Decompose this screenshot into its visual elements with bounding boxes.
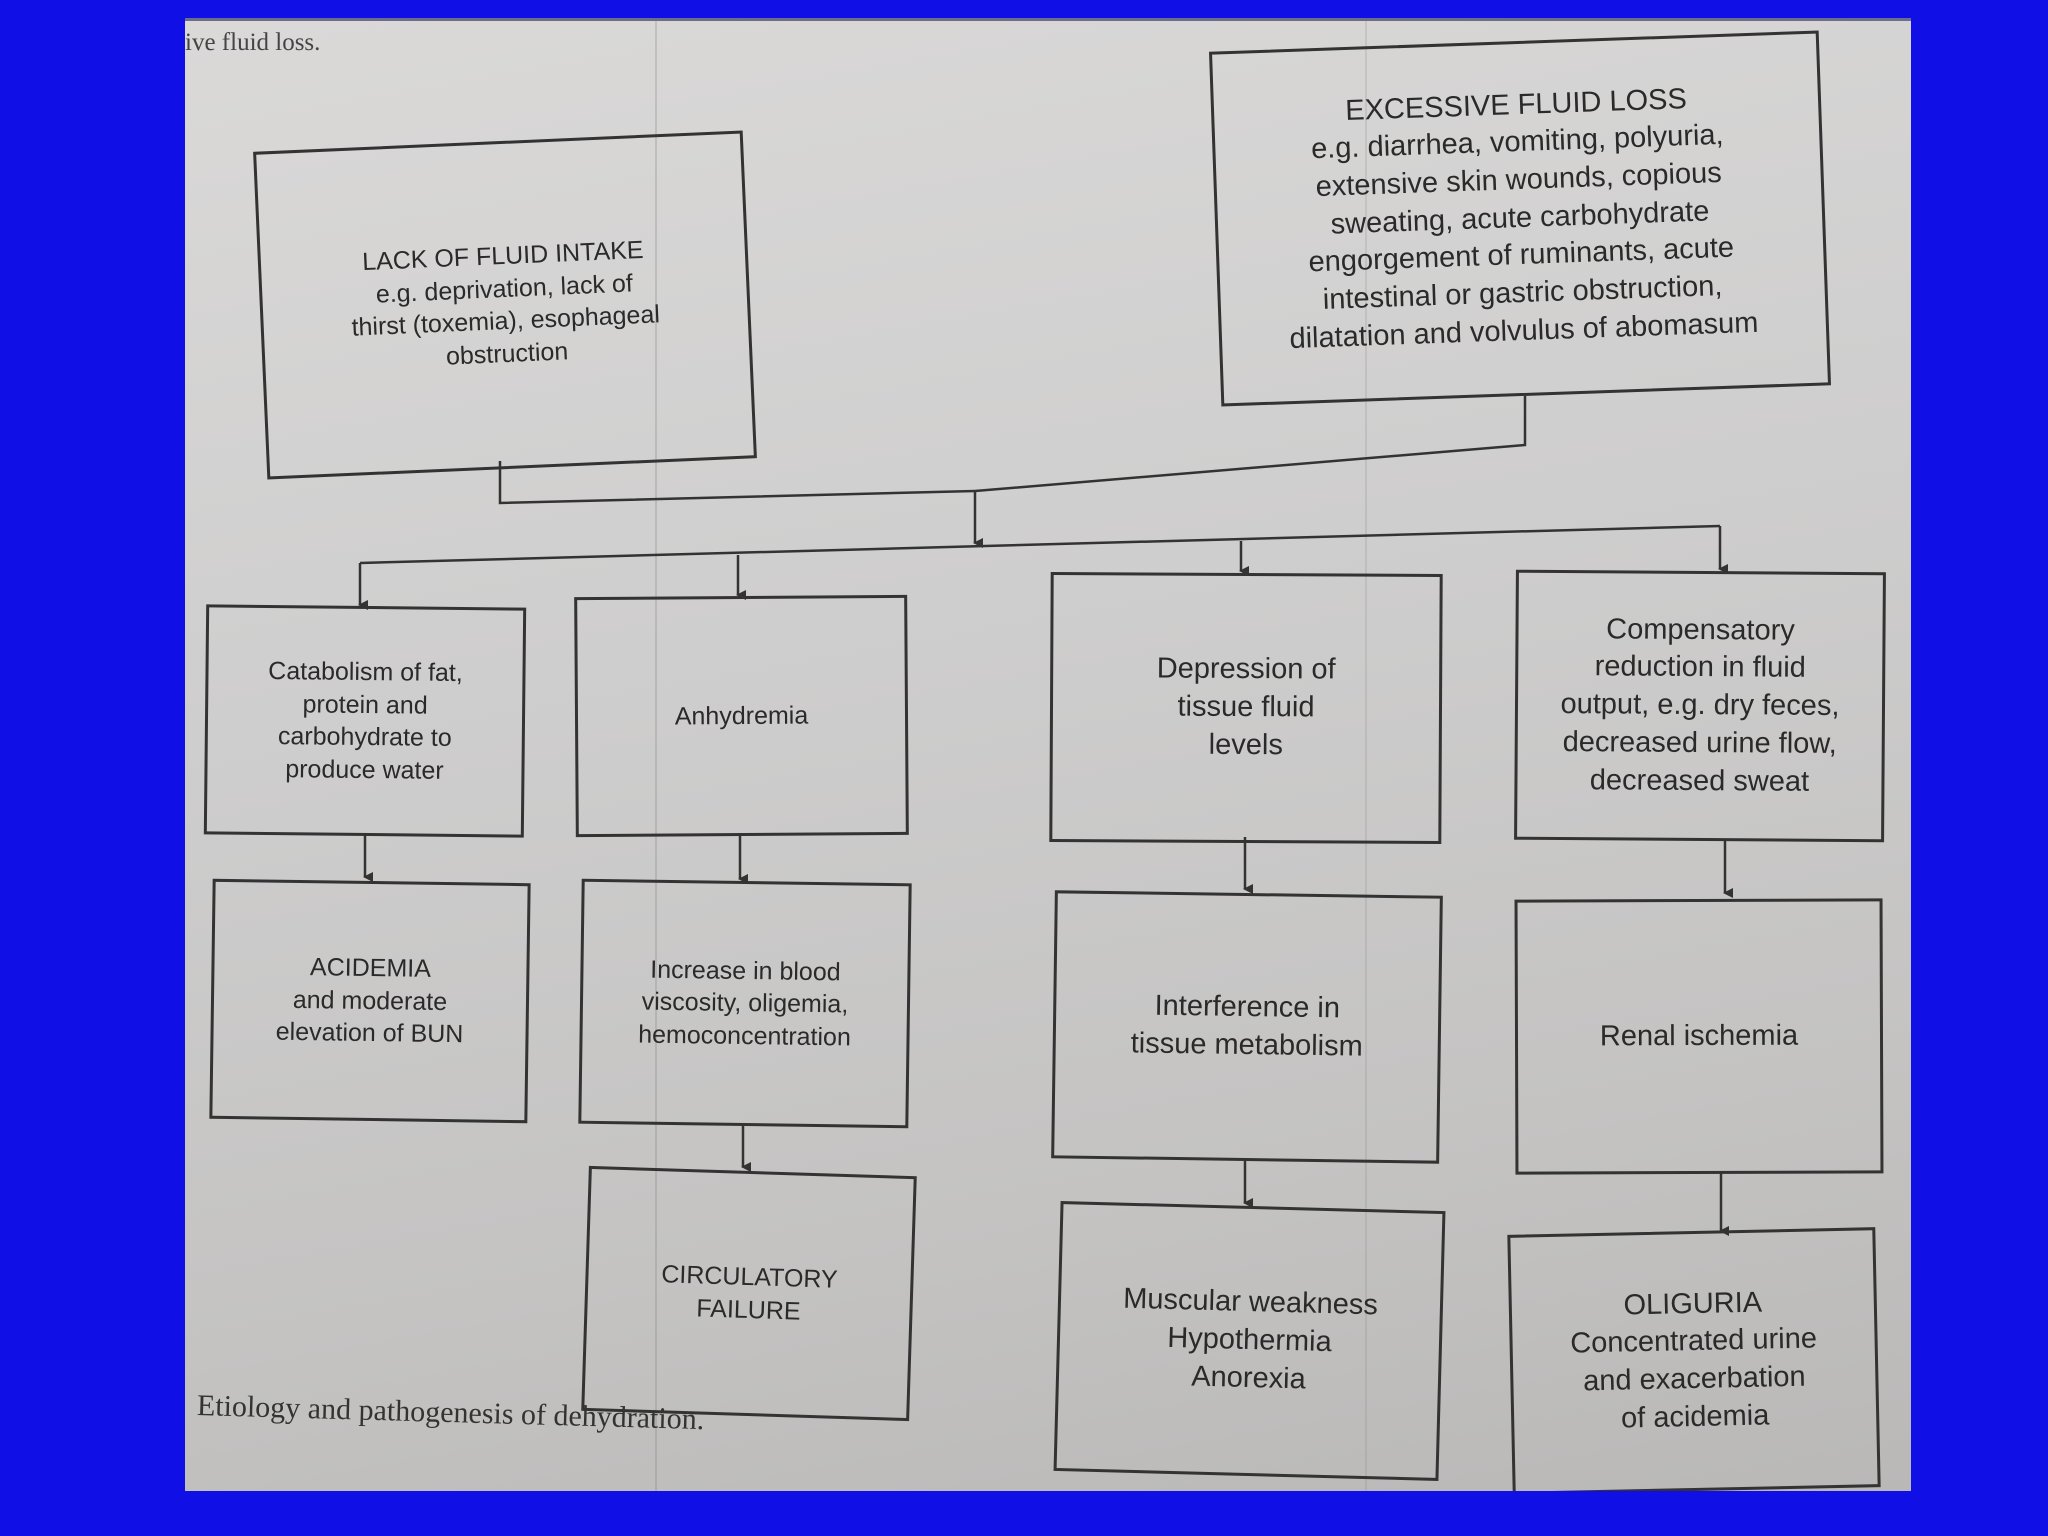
figure-caption: Etiology and pathogenesis of dehydration. xyxy=(196,1389,705,1437)
node-excessive-fluid-loss: EXCESSIVE FLUID LOSS e.g. diarrhea, vomiting, polyuria, extensive skin wounds, copious sweating, acute carbohydrate engorgement of ruminants, acute intestinal or gastric obstruction, dilatation and volvulus of abomasum xyxy=(1209,30,1831,406)
node-circulatory-failure: CIRCULATORY FAILURE xyxy=(581,1166,917,1421)
connector-distribution-bar xyxy=(360,526,1720,563)
top-text-fragment: ive fluid loss. xyxy=(185,29,321,56)
node-oliguria: OLIGURIA Concentrated urine and exacerbation of acidemia xyxy=(1507,1227,1880,1491)
connector-lack-intake xyxy=(500,461,975,503)
node-depression-tissue-fluid: Depression of tissue fluid levels xyxy=(1049,572,1442,844)
node-renal-ischemia: Renal ischemia xyxy=(1515,898,1884,1174)
node-interference-tissue-metabolism: Interference in tissue metabolism xyxy=(1051,890,1443,1163)
node-acidemia: ACIDEMIA and moderate elevation of BUN xyxy=(209,879,530,1123)
node-lack-of-fluid-intake: LACK OF FLUID INTAKE e.g. deprivation, lack of thirst (toxemia), esophageal obstruction xyxy=(253,130,757,479)
textbook-page xyxy=(185,18,1911,1491)
node-muscular-weakness: Muscular weakness Hypothermia Anorexia xyxy=(1054,1201,1446,1481)
node-anhydremia: Anhydremia xyxy=(574,595,909,837)
node-compensatory-reduction: Compensatory reduction in fluid output, e.g. dry feces, decreased urine flow, decreased sweat xyxy=(1514,570,1886,843)
connector-excessive-loss xyxy=(975,396,1525,491)
node-catabolism: Catabolism of fat, protein and carbohydrate to produce water xyxy=(204,604,526,837)
node-blood-viscosity: Increase in blood viscosity, oligemia, hemoconcentration xyxy=(578,879,911,1129)
